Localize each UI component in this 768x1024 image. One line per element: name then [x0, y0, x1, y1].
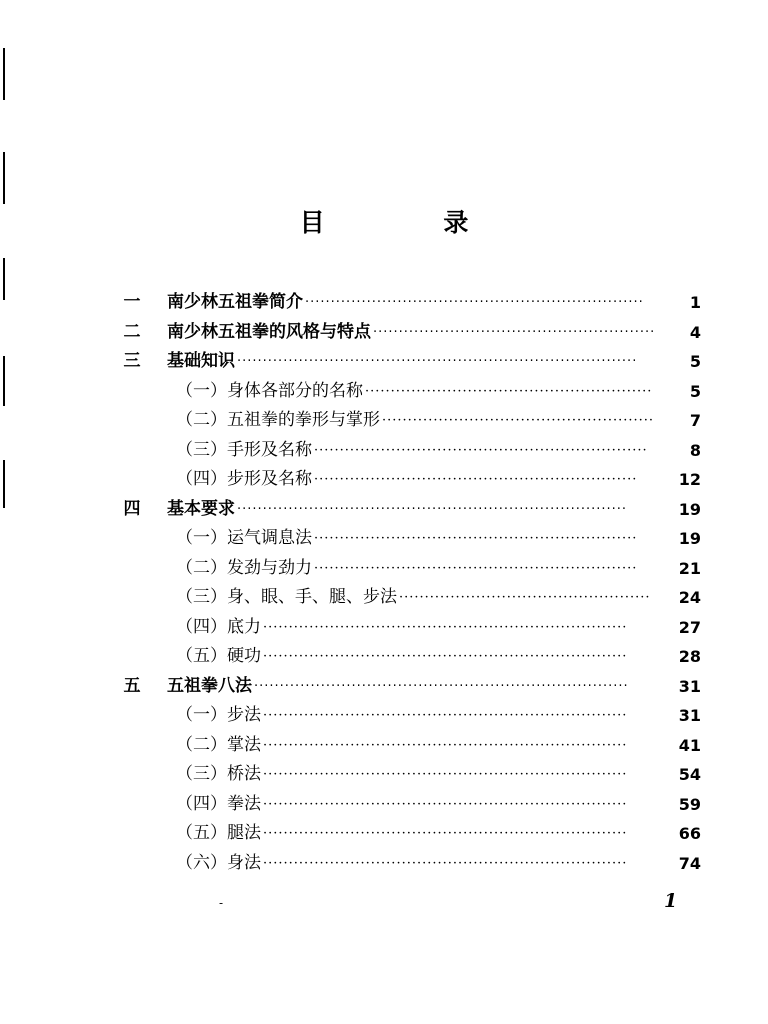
toc-dot-leader: ······································································· [263, 826, 628, 841]
toc-entry-label: （二）五祖拳的拳形与掌形 [176, 410, 380, 430]
toc-dot-leader: ······························································· [314, 472, 638, 487]
toc-chapter-row [121, 347, 701, 377]
toc-entry-label: （二）发劲与劲力 [176, 557, 312, 578]
toc-entry-label: 五祖拳八法 [167, 675, 252, 696]
toc-page-number: 54 [678, 765, 701, 784]
toc-dot-leader: ········································································· [254, 678, 629, 694]
toc-entry-label: （一）运气调息法 [176, 528, 312, 548]
toc-chapter-row [121, 318, 701, 348]
toc-dot-leader: ·································································· [305, 295, 644, 310]
toc-chapter-number: 三 [123, 351, 141, 371]
toc-section-row [121, 613, 701, 643]
toc-dot-leader: ················································· [399, 590, 651, 605]
page-title: 目 录 [299, 208, 524, 237]
toc-page-number: 5 [689, 352, 701, 371]
toc-entry-label: （三）桥法 [176, 764, 261, 784]
toc-dot-leader: ······························································· [314, 531, 638, 546]
toc-dot-leader: ······································································· [263, 855, 628, 871]
toc-entry-label: 南少林五祖拳简介 [167, 292, 303, 312]
toc-section-row [121, 849, 701, 879]
toc-dot-leader: ······································································· [263, 619, 628, 635]
toc-page-number: 4 [689, 322, 701, 342]
toc-entry-label: （三）手形及名称 [176, 439, 312, 460]
toc-section-row [121, 465, 701, 495]
toc-section-row [121, 790, 701, 820]
toc-chapter-number: 一 [123, 292, 141, 312]
toc-section-row [121, 819, 701, 849]
toc-dot-leader: ······································································· [263, 708, 628, 723]
toc-page-number: 74 [678, 853, 701, 873]
toc-page-number: 19 [678, 499, 701, 519]
toc-section-row [121, 554, 701, 584]
toc-entry-label: （一）身体各部分的名称 [176, 380, 363, 401]
scan-edge-mark [3, 356, 5, 406]
toc-page-number: 5 [689, 381, 701, 401]
toc-page-number: 7 [689, 411, 701, 430]
toc-entry-label: （六）身法 [176, 852, 261, 873]
toc-page-number: 31 [678, 676, 701, 696]
toc-page-number: 24 [678, 588, 701, 607]
toc-dot-leader: ························································ [365, 383, 653, 399]
toc-chapter-row [121, 288, 701, 318]
toc-chapter-row [121, 495, 701, 525]
toc-dot-leader: ······················································· [373, 324, 656, 340]
toc-page-number: 66 [678, 824, 701, 843]
scan-edge-mark [3, 258, 5, 300]
toc-dot-leader: ············································································ [237, 501, 628, 517]
toc-section-row [121, 760, 701, 790]
toc-chapter-number: 五 [123, 675, 141, 696]
toc-entry-label: （四）步形及名称 [176, 469, 312, 489]
toc-section-row [121, 731, 701, 761]
toc-section-row [121, 524, 701, 554]
toc-entry-label: 南少林五祖拳的风格与特点 [167, 321, 371, 342]
toc-chapter-number: 二 [123, 321, 141, 342]
toc-page-number: 41 [678, 735, 701, 755]
toc-chapter-row [121, 672, 701, 702]
footer-dash: - [219, 896, 224, 910]
table-of-contents [121, 288, 701, 878]
toc-entry-label: （四）拳法 [176, 793, 261, 814]
toc-page-number: 31 [678, 706, 701, 725]
toc-page-number: 21 [678, 558, 701, 578]
toc-entry-label: （五）硬功 [176, 646, 261, 666]
toc-dot-leader: ····················································· [382, 413, 655, 428]
toc-section-row [121, 436, 701, 466]
toc-dot-leader: ······································································· [263, 796, 628, 812]
toc-entry-label: （三）身、眼、手、腿、步法 [176, 587, 397, 607]
toc-entry-label: 基本要求 [167, 498, 235, 519]
toc-section-row [121, 406, 701, 436]
toc-page-number: 8 [689, 440, 701, 460]
toc-dot-leader: ······································································· [263, 737, 628, 753]
toc-dot-leader: ······························································· [314, 560, 638, 576]
toc-dot-leader: ································································· [314, 442, 648, 458]
toc-section-row [121, 642, 701, 672]
toc-chapter-number: 四 [123, 498, 141, 519]
toc-page-number: 28 [678, 647, 701, 666]
toc-dot-leader: ·············································································· [237, 354, 638, 369]
toc-entry-label: （二）掌法 [176, 734, 261, 755]
toc-section-row [121, 377, 701, 407]
toc-page-number: 59 [678, 794, 701, 814]
toc-section-row [121, 701, 701, 731]
toc-page-number: 12 [678, 470, 701, 489]
scan-edge-mark [3, 48, 5, 100]
toc-entry-label: （一）步法 [176, 705, 261, 725]
toc-dot-leader: ······································································· [263, 649, 628, 664]
toc-entry-label: （五）腿法 [176, 823, 261, 843]
toc-entry-label: 基础知识 [167, 351, 235, 371]
toc-section-row [121, 583, 701, 613]
toc-page-number: 1 [689, 293, 701, 312]
toc-page-number: 27 [678, 617, 701, 637]
page-number: 1 [664, 890, 678, 912]
scan-edge-mark [3, 152, 5, 204]
toc-dot-leader: ······································································· [263, 767, 628, 782]
toc-page-number: 19 [678, 529, 701, 548]
scan-edge-mark [3, 460, 5, 508]
toc-entry-label: （四）底力 [176, 616, 261, 637]
